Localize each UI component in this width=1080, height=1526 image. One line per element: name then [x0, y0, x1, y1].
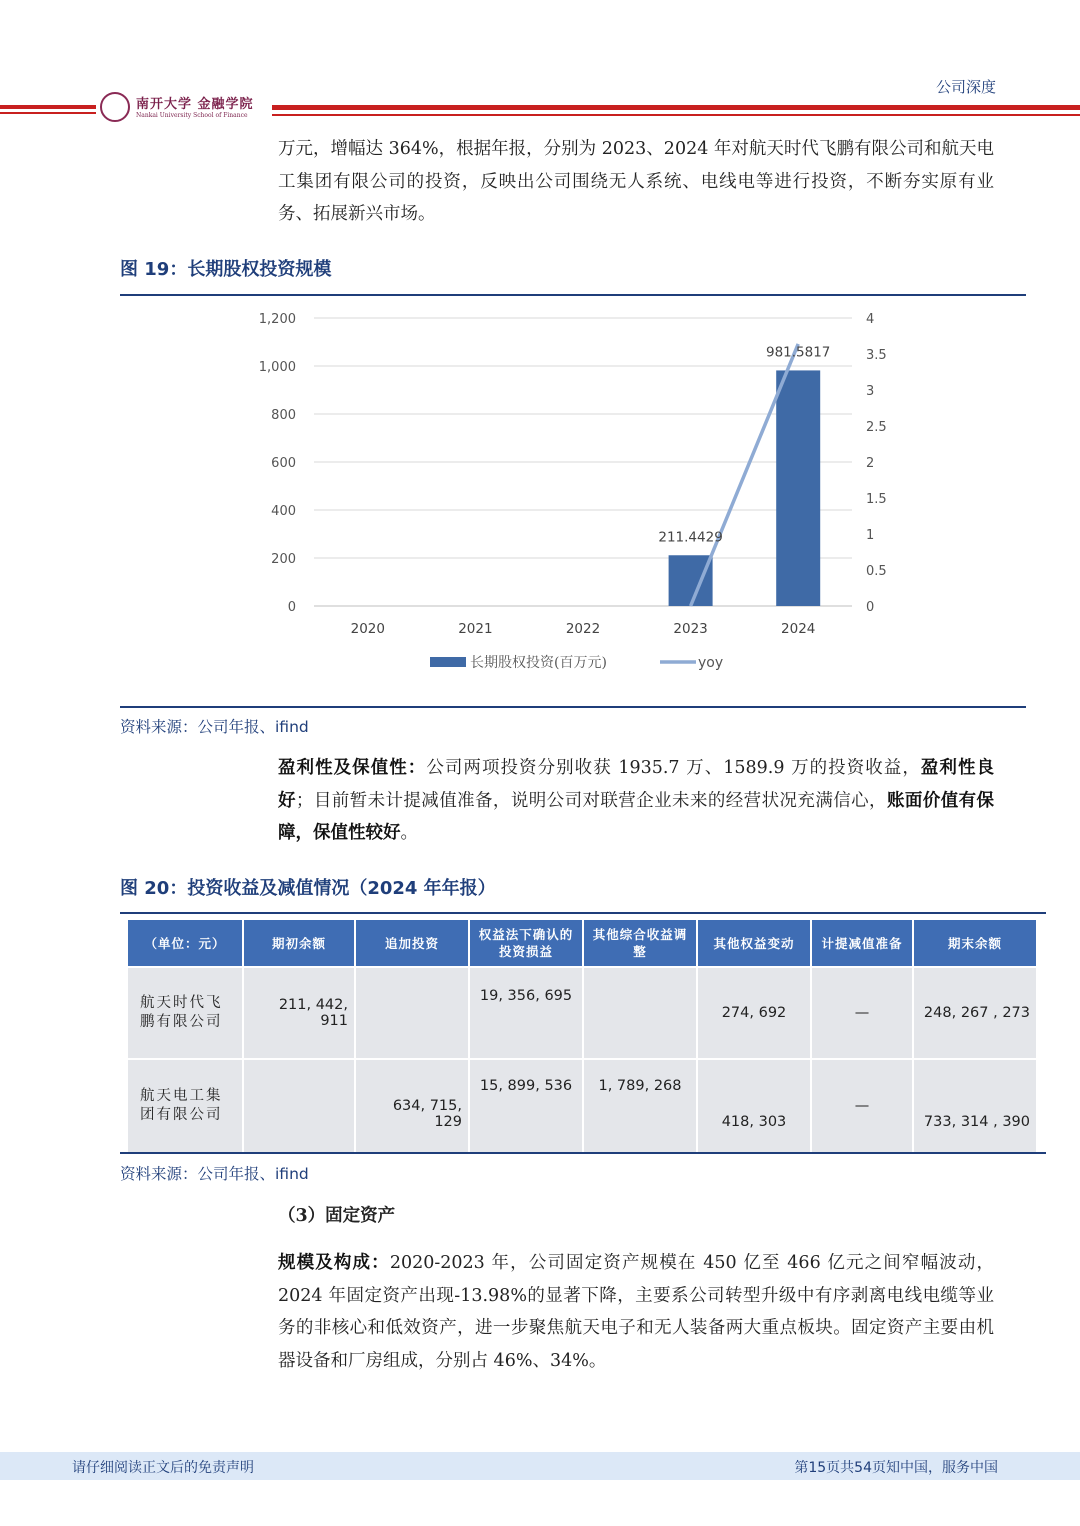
- x-axis-tick: 2024: [781, 621, 816, 637]
- header-cell-impairment: 计提减值准备: [812, 920, 912, 966]
- figure-20-title: 图 20：投资收益及减值情况（2024 年年报）: [120, 878, 496, 899]
- logo-text-cn: 南开大学 金融学院: [136, 97, 254, 112]
- header-rule-right-thin: [272, 114, 1080, 116]
- logo-text-en: Nankai University School of Finance: [136, 112, 248, 119]
- legend-bar-swatch: [430, 657, 466, 667]
- cell-equity-income: 19, 356, 695: [470, 968, 582, 1058]
- header-rule-left: [0, 105, 96, 109]
- cell-oci: [584, 968, 696, 1058]
- data-label: 211.4429: [658, 529, 723, 546]
- para2-bold-2: 盈利性良好: [278, 758, 995, 811]
- bar-2023: [669, 555, 713, 606]
- header-cell-oci: 其他综合收益调整: [584, 920, 696, 966]
- header-cell-other-equity: 其他权益变动: [698, 920, 810, 966]
- left-axis-tick: 400: [271, 504, 296, 519]
- para2-bold-1: 盈利性及保值性：: [278, 758, 427, 778]
- page-footer: [0, 1452, 1080, 1480]
- figure-20-bottom-rule: [120, 1152, 1046, 1154]
- figure-19-title: 图 19：长期股权投资规模: [120, 259, 332, 280]
- table-header-row: [128, 920, 1036, 966]
- table-row: [128, 968, 1036, 1058]
- figure-19-bottom-rule: [120, 706, 1026, 708]
- body-paragraph-3: [278, 1247, 994, 1377]
- bar-2024: [776, 370, 820, 606]
- para2-text-3: 。: [400, 823, 418, 843]
- long-term-equity-chart: [240, 300, 920, 690]
- left-axis-tick: 200: [271, 552, 296, 567]
- right-axis-tick: 0.5: [866, 564, 887, 579]
- row-name: 航天时代飞鹏有限公司: [128, 968, 242, 1058]
- cell-other-equity: 274, 692: [698, 968, 810, 1058]
- cell-additional: [356, 968, 468, 1058]
- right-axis-tick: 4: [866, 312, 875, 327]
- left-axis-tick: 600: [271, 456, 296, 471]
- cell-additional: 634, 715, 129: [356, 1060, 468, 1152]
- legend-line-label: yoy: [698, 655, 724, 671]
- row-name: 航天电工集团有限公司: [128, 1060, 242, 1152]
- right-axis-tick: 1.5: [866, 492, 887, 507]
- cell-equity-income: 15, 899, 536: [470, 1060, 582, 1152]
- header-rule-left-thin: [0, 112, 96, 114]
- data-label: 981.5817: [765, 344, 831, 361]
- right-axis-tick: 3.5: [866, 348, 887, 363]
- university-logo: [100, 92, 270, 126]
- x-axis-tick: 2021: [458, 621, 493, 637]
- right-axis-tick: 2.5: [866, 420, 887, 435]
- section-label: 公司深度: [936, 78, 997, 96]
- figure-20-top-rule: [120, 912, 1046, 914]
- cell-impairment: —: [812, 1060, 912, 1152]
- body-paragraph-2: [278, 752, 994, 850]
- header-cell-additional: 追加投资: [356, 920, 468, 966]
- x-axis-tick: 2023: [673, 621, 708, 637]
- cell-opening: 211, 442, 911: [244, 968, 354, 1058]
- figure-19-source: 资料来源：公司年报、ifind: [120, 718, 309, 736]
- section-3-bold: 规模及构成：: [278, 1253, 390, 1273]
- header-cell-opening: 期初余额: [244, 920, 354, 966]
- para2-bold-3: 账面价值有保障，保值性较好: [278, 790, 995, 843]
- section-3-heading: （3）固定资产: [278, 1206, 396, 1226]
- body-paragraph-1: 万元，增幅达 364%，根据年报，分别为 2023、2024 年对航天时代飞鹏有限公司和航天电工集团有限公司的投资，反映出公司围绕无人系统、电线电等进行投资，不断夯实原有业务、拓展新兴市场。: [278, 139, 994, 224]
- section-3-text: 2020-2023 年，公司固定资产规模在 450 亿至 466 亿元之间窄幅波动，2024 年固定资产出现-13.98%的显著下降，主要系公司转型升级中有序剥离电线电缆等业务的非核心和低效资产，进一步聚焦航天电子和无人装备两大重点板块。固定资产主要由机器设备和厂房组成，分别占 46%、34%。: [278, 1253, 994, 1371]
- cell-other-equity: 418, 303: [698, 1060, 810, 1152]
- left-axis-tick: 1,200: [258, 312, 296, 327]
- header-cell-equity-income: 权益法下确认的投资损益: [470, 920, 582, 966]
- cell-opening: [244, 1060, 354, 1152]
- right-axis-tick: 1: [866, 528, 875, 543]
- figure-19-top-rule: [120, 294, 1026, 296]
- x-axis-tick: 2020: [350, 621, 385, 637]
- cell-impairment: —: [812, 968, 912, 1058]
- footer-page-info: 第15页共54页知中国，服务中国: [794, 1460, 998, 1476]
- left-axis-tick: 800: [271, 408, 296, 423]
- cell-closing: 733, 314 , 390: [914, 1060, 1036, 1152]
- para2-text-1: 公司两项投资分别收获 1935.7 万、1589.9 万的投资收益，: [426, 758, 921, 778]
- cell-closing: 248, 267 , 273: [914, 968, 1036, 1058]
- table-row: [128, 1060, 1036, 1152]
- investment-income-table: [126, 918, 1038, 1154]
- right-axis-tick: 0: [866, 600, 875, 615]
- right-axis-tick: 2: [866, 456, 875, 471]
- x-axis-tick: 2022: [565, 621, 601, 637]
- para2-text-2: ；目前暂未计提减值准备，说明公司对联营企业未来的经营状况充满信心，: [295, 790, 887, 811]
- figure-20-source: 资料来源：公司年报、ifind: [120, 1165, 309, 1183]
- header-rule-right: [272, 105, 1080, 110]
- left-axis-tick: 0: [287, 600, 296, 615]
- cell-oci: 1, 789, 268: [584, 1060, 696, 1152]
- left-axis-tick: 1,000: [258, 360, 296, 375]
- header-cell-closing: 期末余额: [914, 920, 1036, 966]
- seal-icon: [100, 92, 130, 122]
- header-cell-unit: （单位：元）: [128, 920, 242, 966]
- legend-bar-label: 长期股权投资(百万元): [470, 655, 607, 671]
- footer-disclaimer: 请仔细阅读正文后的免责声明: [72, 1460, 254, 1476]
- right-axis-tick: 3: [866, 384, 875, 399]
